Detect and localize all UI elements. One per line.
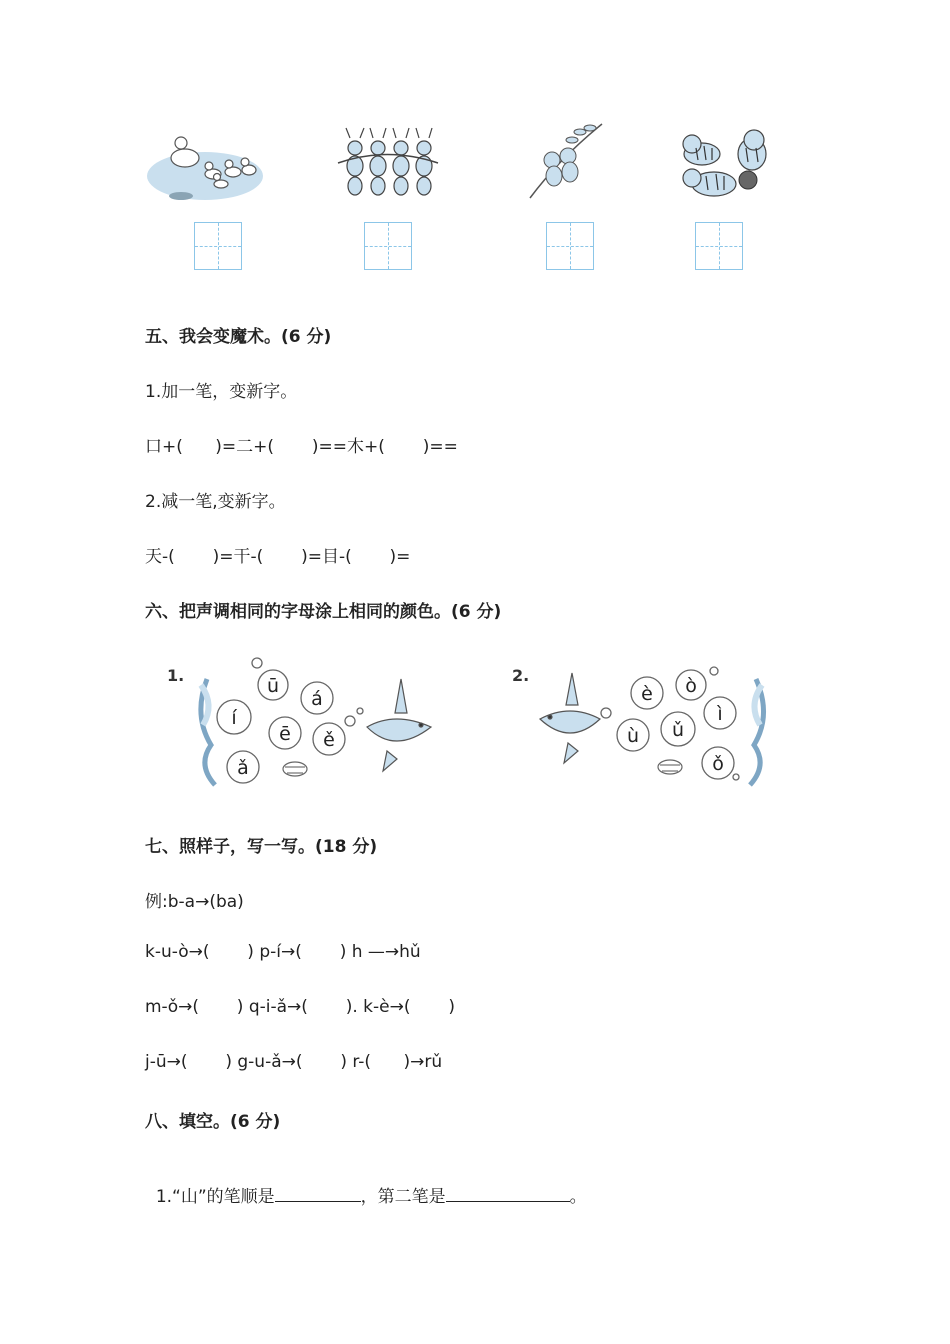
section7-row1: k-u-ò→( ) p-í→( ) h —→hǔ xyxy=(145,942,421,962)
section7-row3: j-ū→( ) g-u-ǎ→( ) r-( )→rǔ xyxy=(145,1052,443,1072)
section5-title: 五、我会变魔术。(6 分) xyxy=(145,327,332,347)
bubble-1-5-letter: ě xyxy=(323,729,335,751)
bubble-2-1-letter: è xyxy=(641,683,653,705)
writing-box-monkeys[interactable] xyxy=(546,222,594,270)
section7-title: 七、照样子，写一写。(18 分) xyxy=(145,837,378,857)
section5-part2-line: 天-( )=干-( )=目-( )= xyxy=(145,547,411,567)
bubble-1-6-letter: ǎ xyxy=(237,757,249,779)
q1-mid: ，第二笔是 xyxy=(360,1187,446,1207)
scene2-number: 2. xyxy=(512,666,530,685)
bubble-1-4-letter: ē xyxy=(279,723,291,745)
section8-title: 八、填空。(6 分) xyxy=(145,1112,281,1132)
bubble-2-5-letter: ù xyxy=(626,725,640,747)
bubble-1-3-letter: á xyxy=(311,688,323,710)
bubble-1-1-letter: ū xyxy=(266,675,280,697)
section5-part1-label: 1.加一笔，变新字。 xyxy=(145,382,298,402)
writing-box-ants[interactable] xyxy=(364,222,412,270)
bubble-scene-2 xyxy=(510,655,785,790)
q1-second-stroke-blank[interactable] xyxy=(446,1186,570,1202)
writing-box-tigers[interactable] xyxy=(695,222,743,270)
section7-example: 例:b-a→(ba) xyxy=(145,892,244,912)
section7-row2: m-ǒ→( ) q-i-ǎ→( ). k-è→( ) xyxy=(145,997,455,1017)
section5-part1-line: 口+( )=二+( )==木+( )== xyxy=(145,437,458,457)
section5-part2-label: 2.减一笔,变新字。 xyxy=(145,492,286,512)
q1-stroke-order-blank[interactable] xyxy=(275,1186,361,1202)
bubble-scene-1 xyxy=(145,655,445,790)
scene1-number: 1. xyxy=(167,666,185,685)
bubble-2-6-letter: ǒ xyxy=(712,753,724,775)
fish-icon xyxy=(540,673,600,763)
bubble-2-4-letter: ì xyxy=(717,703,723,725)
writing-box-ducks[interactable] xyxy=(194,222,242,270)
ducks-illustration xyxy=(145,118,265,206)
bubble-2-2-letter: ò xyxy=(685,675,697,697)
ants-illustration xyxy=(330,118,445,206)
section6-title: 六、把声调相同的字母涂上相同的颜色。(6 分) xyxy=(145,602,502,622)
q1-suffix: 。 xyxy=(569,1187,587,1207)
monkeys-illustration xyxy=(520,118,610,206)
section8-q1 xyxy=(145,1162,587,1207)
bubble-2-3-letter: ǔ xyxy=(671,719,685,741)
q1-prefix: 1.“山”的笔顺是 xyxy=(155,1187,275,1207)
bubble-1-2-letter: í xyxy=(231,707,237,729)
tigers-illustration xyxy=(662,118,780,206)
fish-icon xyxy=(367,679,431,771)
